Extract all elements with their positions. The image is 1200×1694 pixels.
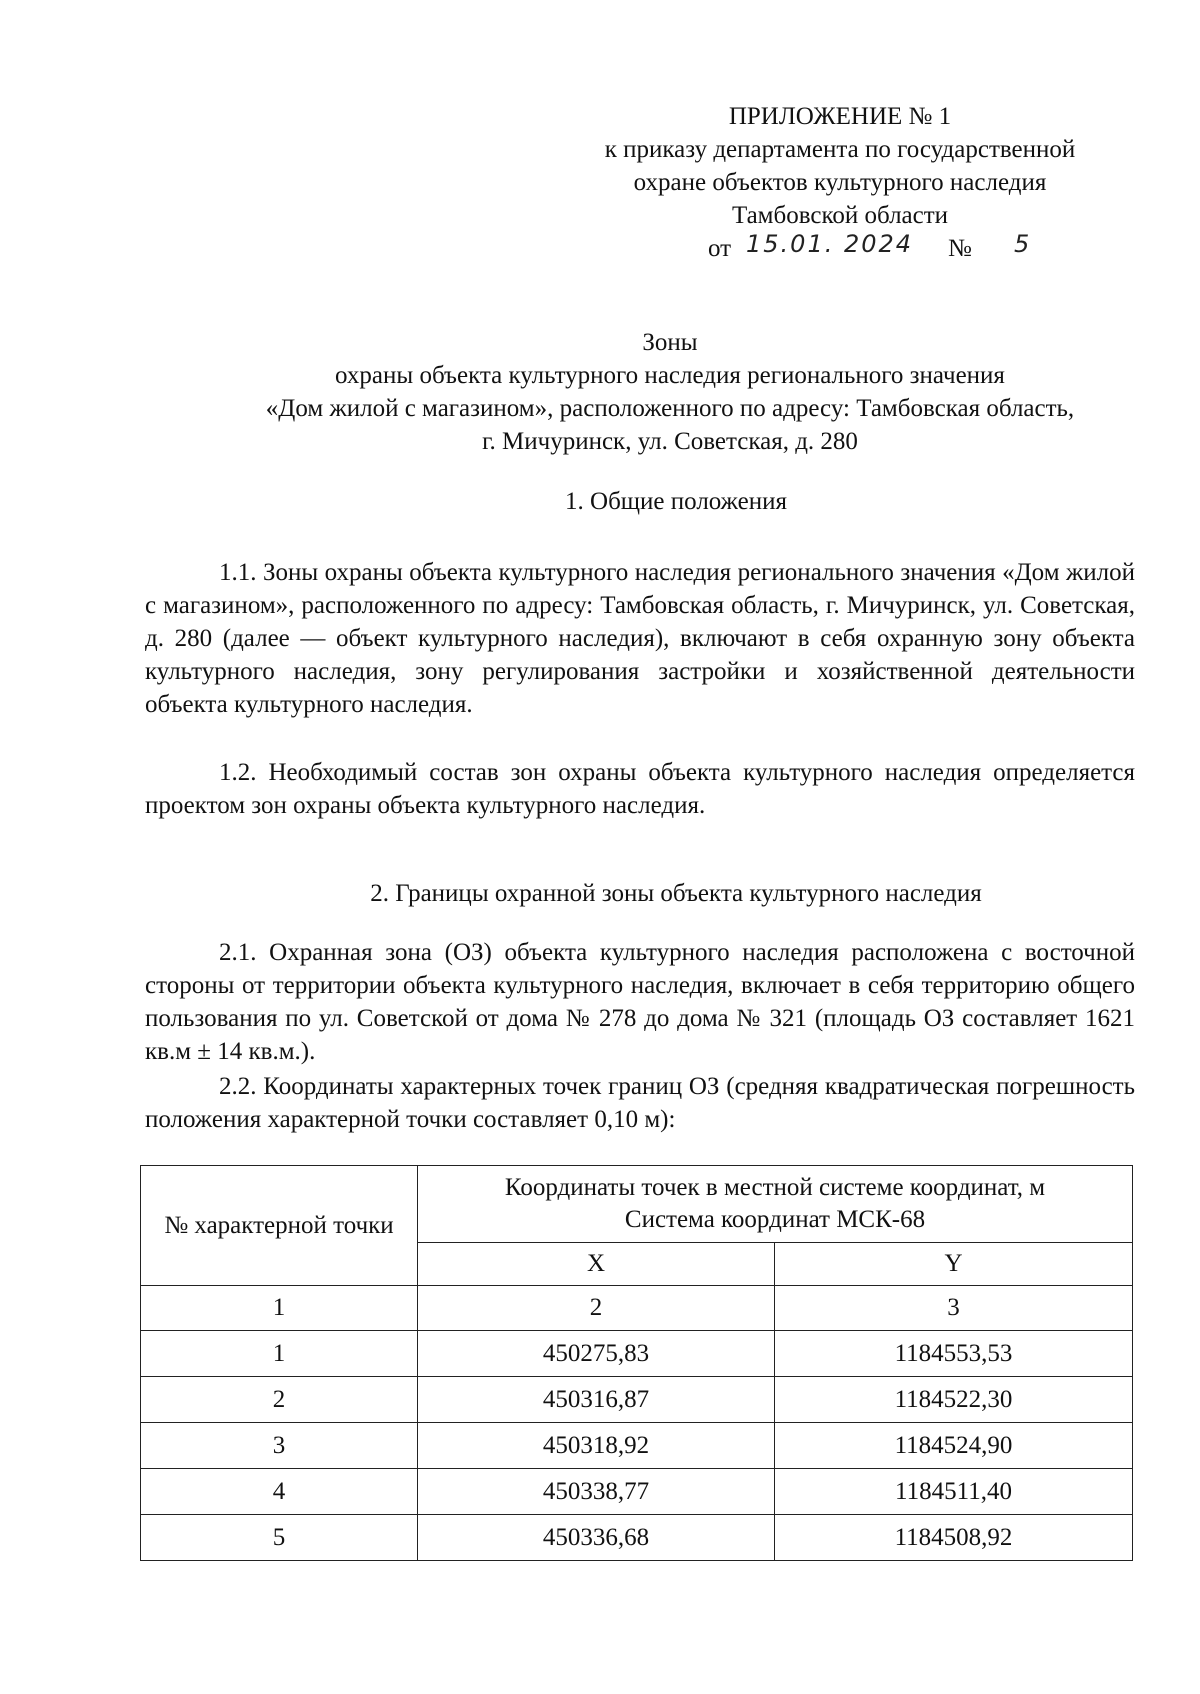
point-number: 4 — [141, 1469, 418, 1515]
handwritten-date: 15.01. 2024 — [746, 230, 914, 258]
column-number: 1 — [141, 1286, 418, 1331]
coordinates-header-line-1: Координаты точек в местной системе координат, м — [504, 1174, 1046, 1201]
title-line-1: Зоны — [642, 329, 698, 356]
y-header: Y — [775, 1243, 1133, 1286]
y-coordinate: 1184522,30 — [775, 1377, 1133, 1423]
appendix-header — [560, 100, 1120, 268]
coordinates-header-line-2: Система координат МСК-68 — [624, 1206, 926, 1233]
x-coordinate: 450338,77 — [418, 1469, 775, 1515]
section-2-heading: 2. Границы охранной зоны объекта культурного наследия — [370, 880, 982, 907]
point-number: 5 — [141, 1515, 418, 1561]
y-coordinate: 1184511,40 — [775, 1469, 1133, 1515]
column-number: 3 — [775, 1286, 1133, 1331]
y-coordinate: 1184524,90 — [775, 1423, 1133, 1469]
coordinates-table — [140, 1165, 1133, 1561]
section-1-heading: 1. Общие положения — [565, 488, 787, 515]
title-line-4: г. Мичуринск, ул. Советская, д. 280 — [482, 428, 858, 455]
x-coordinate: 450316,87 — [418, 1377, 775, 1423]
paragraph-1-2: 1.2. Необходимый состав зон охраны объекта культурного наследия определяется проектом зон охраны объекта культурного наследия. — [145, 759, 1135, 819]
appendix-date-line — [560, 232, 1120, 268]
y-coordinate: 1184508,92 — [775, 1515, 1133, 1561]
table-row — [141, 1377, 1133, 1423]
point-number: 1 — [141, 1331, 418, 1377]
table-row — [141, 1469, 1133, 1515]
point-number: 2 — [141, 1377, 418, 1423]
appendix-line-1: к приказу департамента по государственной — [604, 136, 1076, 163]
y-coordinate: 1184553,53 — [775, 1331, 1133, 1377]
coordinates-header — [418, 1166, 1133, 1243]
title-line-2: охраны объекта культурного наследия регионального значения — [335, 362, 1005, 389]
column-number: 2 — [418, 1286, 775, 1331]
point-number: 3 — [141, 1423, 418, 1469]
document-title — [100, 326, 1200, 458]
x-header: X — [418, 1243, 775, 1286]
x-coordinate: 450318,92 — [418, 1423, 775, 1469]
appendix-line-3: Тамбовской области — [731, 202, 949, 229]
table-row — [141, 1515, 1133, 1561]
paragraph-2-2: 2.2. Координаты характерных точек границ ОЗ (средняя квадратическая погрешность положения характерной точки составляет 0,10 м): — [145, 1073, 1135, 1133]
paragraph-1-1: 1.1. Зоны охраны объекта культурного наследия регионального значения «Дом жилой с магазином», расположенного по адресу: Тамбовская область, г. Мичуринск, ул. Советская, д. 280 (далее — объект культурного наследия), включают в себя охранную зону объекта культурного наследия, зону регулирования застройки и хозяйственной деятельности объекта культурного наследия. — [145, 559, 1135, 718]
title-line-3: «Дом жилой с магазином», расположенного по адресу: Тамбовская область, — [265, 395, 1075, 422]
paragraph-2-1: 2.1. Охранная зона (ОЗ) объекта культурного наследия расположена с восточной стороны от территории объекта культурного наследия, включает в себя территорию общего пользования по ул. Советской от дома № 278 до дома № 321 (площадь ОЗ составляет 1621 кв.м ± 14 кв.м.). — [145, 939, 1135, 1065]
date-prefix: от — [708, 235, 732, 262]
column-number-row — [141, 1286, 1133, 1331]
point-number-header: № характерной точки — [141, 1166, 418, 1286]
appendix-title: ПРИЛОЖЕНИЕ № 1 — [728, 103, 952, 130]
x-coordinate: 450275,83 — [418, 1331, 775, 1377]
table-row — [141, 1331, 1133, 1377]
table-row — [141, 1423, 1133, 1469]
appendix-line-2: охране объектов культурного наследия — [633, 169, 1047, 196]
handwritten-number: 5 — [1014, 230, 1032, 258]
number-sign: № — [948, 235, 972, 262]
x-coordinate: 450336,68 — [418, 1515, 775, 1561]
